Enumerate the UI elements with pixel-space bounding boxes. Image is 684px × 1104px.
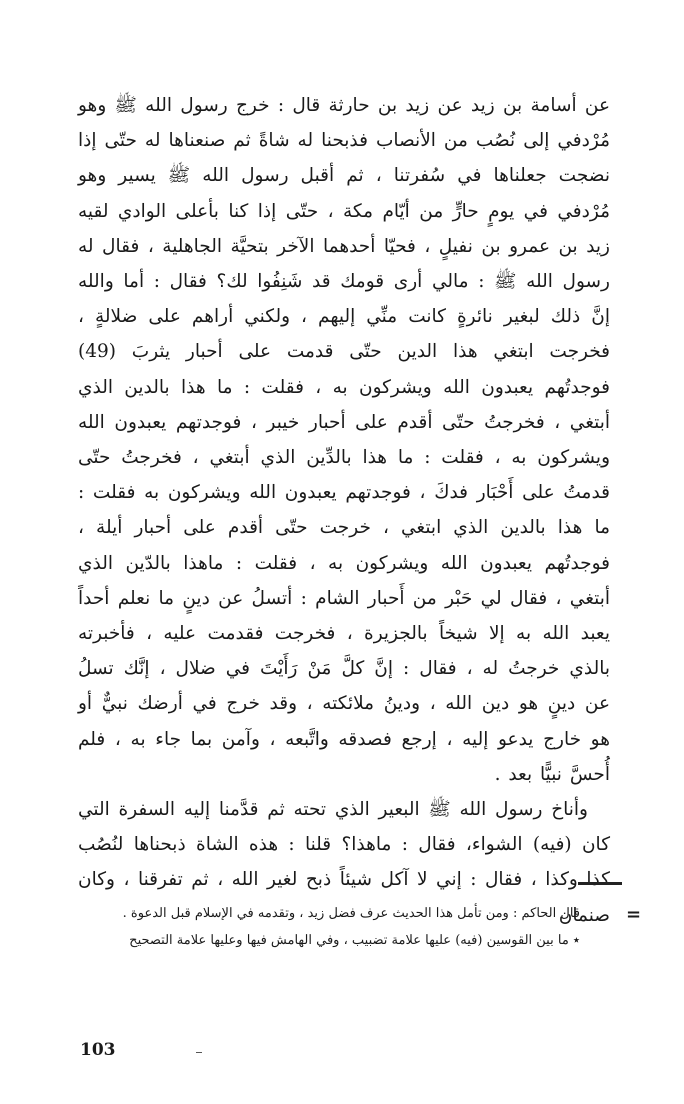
footnote-2: ٭ ما بين القوسين (فيه) عليها علامة تضبيب ، وفي الهامش فيها وعليها علامة التصحيح [129,933,580,948]
page-mark [196,1052,202,1053]
main-text [78,88,610,933]
footnote-1: قال الحاكم : ومن تأمل هذا الحديث عرف فضل زيد ، وتقدمه في الإسلام قبل الدعوة . [122,906,580,921]
paragraph-1: عن أسامة بن زيد عن زيد بن حارثة قال : خرج رسول الله ﷺ وهو مُرْدفي إلى نُصُب من الأنصاب فذبحنا له شاةً ثم صنعناها له حتّى إذا نضجت جعلناها في سُفرتنا ، ثم أقبل رسول الله ﷺ يسير وهو مُرْدفي في يومٍ حارٍّ من أيّام مكة ، حتّى إذا كنا بأعلى الوادي لقيه زيد بن عمرو بن نفيلٍ ، فحيّا أحدهما الآخر بتحيَّة الجاهلية ، فقال له رسول الله ﷺ : مالي أرى قومك قد شَنِفُوا لك؟ فقال : أما والله إنَّ ذلك لبغير نائرةٍ كانت منِّي إليهم ، ولكني أراهم على ضلالةٍ ، فخرجت ابتغي هذا الدين حتّى قدمت على أحبار يثربَ (49) فوجدتُهم يعبدون الله ويشركون به ، فقلت : ما هذا بالدين الذي أبتغي ، فخرجتُ حتّى أقدم على أحبار خيبر ، فوجدتهم يعبدون الله ويشركون به ، فقلت : ما هذا بالدِّين الذي أبتغي ، فخرجتُ حتّى قدمتُ على أَحْبَار فدكَ ، فوجدتهم يعبدون الله ويشركون به فقلت : ما هذا بالدين الذي ابتغي ، خرجت حتّى أقدم على أحبار أيلة ، فوجدتُهم يعبدون الله ويشركون به ، فقلت : ماهذا بالدّين الذي أبتغي ، فقال لي حَبْر من أَحبار الشام : أتسلُ عن دينٍ ما نعلم أحداً يعبد الله به إلا شيخاً بالجزيرة ، فخرجت فقدمت عليه ، فأخبرته بالذي خرجتُ له ، فقال : إنَّ كلَّ مَنْ رَأَيْتَ في ضلال ، إنَّك تسلُ عن دينٍ هو دين الله ، ودينُ ملائكته ، وقد خرج في أرضك نبيٌّ أو هو خارج يدعو إليه ، إرجع فصدقه واتَّبعه ، وآمن بما جاء به ، فلم أُحسَّ نبيًّا بعد . [78,95,610,785]
footnotes [85,900,580,954]
page-number: 103 [80,1040,116,1060]
footnote-continuation-marker: = [626,904,642,925]
paragraph-2: وأناخ رسول الله ﷺ البعير الذي تحته ثم قدَّمنا إليه السفرة التي كان (فيه) الشواء، فقال : ماهذا؟ قلنا : هذه الشاة ذبحناها لنُصُب كذا وكذا ، فقال : إني لا آكل شيئاً ذبح لغير الله ، ثم تفرقنا ، وكان صنمان [78,799,610,926]
footnote-separator [578,882,622,885]
